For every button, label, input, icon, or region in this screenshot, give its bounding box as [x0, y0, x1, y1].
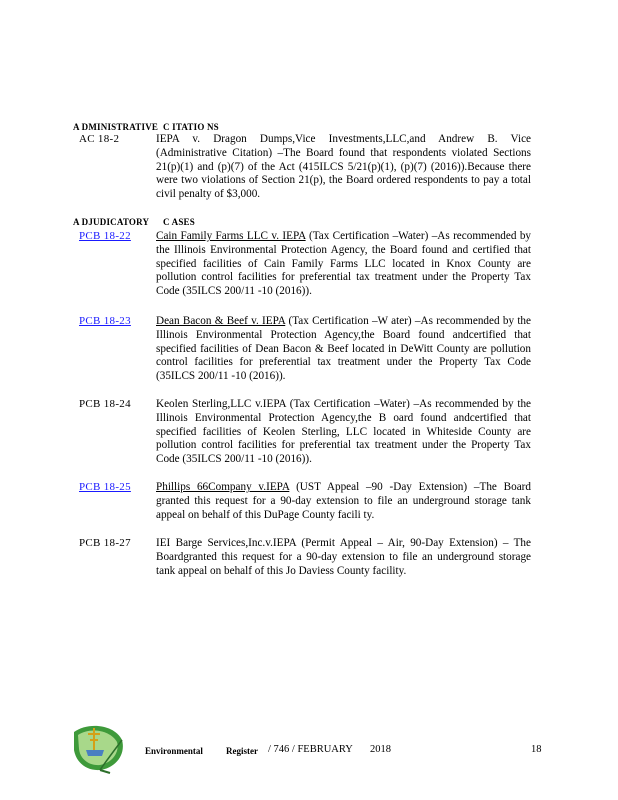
docket-number: AC 18-2 [79, 133, 120, 145]
case-name-link[interactable]: Dean Bacon & Beef v. IEPA [156, 315, 286, 327]
entry-text: (UST Appeal –90 -Day Extension) –The Board granted this request for a 90-day extension to file an underground storage tank appeal on behalf of this DuPage County facili ty. [156, 481, 531, 521]
heading-word-a: A DJUDICATORY [73, 217, 150, 227]
footer-page-number: 18 [531, 744, 542, 755]
footer-year: 2018 [370, 744, 391, 755]
entry-summary [156, 315, 531, 384]
entry-summary [156, 230, 531, 299]
entry-text: (Tax Certification –W ater) –As recommended by the Illinois Environmental Protection Agency,the Board found andcertified that specified facilities of Dean Bacon & Beef located in DeWitt County are pollution control facilities for preferential tax treatment under the Property Tax Code (35ILCS 200/11 -10 (2016)). [156, 315, 531, 383]
leaf-logo-icon [70, 722, 126, 774]
entry-text: Keolen Sterling,LLC v.IEPA (Tax Certification –Water) –As recommended by the Illinois Environmental Protection Agency,the B oard found andcertified that specified facilities of Keolen Sterling, LLC located in Whiteside County are pollution control facilities for preferential tax treatment under the Property Tax Code (35ILCS 200/11 -10 (2016)). [156, 398, 531, 466]
docket-link[interactable]: PCB 18-25 [79, 481, 131, 493]
case-name-link[interactable]: Phillips 66Company v.IEPA [156, 481, 290, 493]
docket-link[interactable]: PCB 18-23 [79, 315, 131, 327]
entry-text: IEPA v. Dragon Dumps,Vice Investments,LLC,and Andrew B. Vice (Administrative Citation) –The Board found that respondents violated Sections 21(p)(1) and (p)(7) of the Act (415ILCS 5/21(p)(1), (p)(7) (2016)).Because there were two violations of Section 21(p), the Board ordered respondents to pay a total civil penalty of $3,000. [156, 133, 531, 201]
heading-word-a: A DMINISTRATIVE [73, 122, 159, 132]
docket-link[interactable]: PCB 18-22 [79, 230, 131, 242]
case-name-link[interactable]: Cain Family Farms LLC v. IEPA [156, 230, 306, 242]
entry-summary [156, 481, 531, 522]
docket-number: PCB 18-27 [79, 537, 131, 549]
footer-issue: / 746 / FEBRUARY [268, 744, 353, 755]
entry-summary [156, 133, 531, 202]
entry-text: IEI Barge Services,Inc.v.IEPA (Permit Appeal – Air, 90-Day Extension) – The Boardgranted this request for a 90-day extension to file an underground storage tank appeal on behalf of this Jo Daviess County facility. [156, 537, 531, 577]
footer-publication: Environmental [145, 746, 203, 756]
section-heading-administrative [73, 122, 219, 132]
entry-summary [156, 537, 531, 578]
heading-word-b: C ASES [163, 217, 195, 227]
entry-text: (Tax Certification –Water) –As recommended by the Illinois Environmental Protection Agency, the Board found and certified that specified facilities of Cain Family Farms LLC located in Knox County are pollution control facilities for preferential tax treatment under the Property Tax Code (35ILCS 200/11 -10 (2016)). [156, 230, 532, 298]
footer-register: Register [226, 746, 258, 756]
heading-word-b: C ITATIO NS [163, 122, 219, 132]
docket-number: PCB 18-24 [79, 398, 131, 410]
entry-summary [156, 398, 531, 467]
section-heading-adjudicatory [73, 217, 195, 227]
